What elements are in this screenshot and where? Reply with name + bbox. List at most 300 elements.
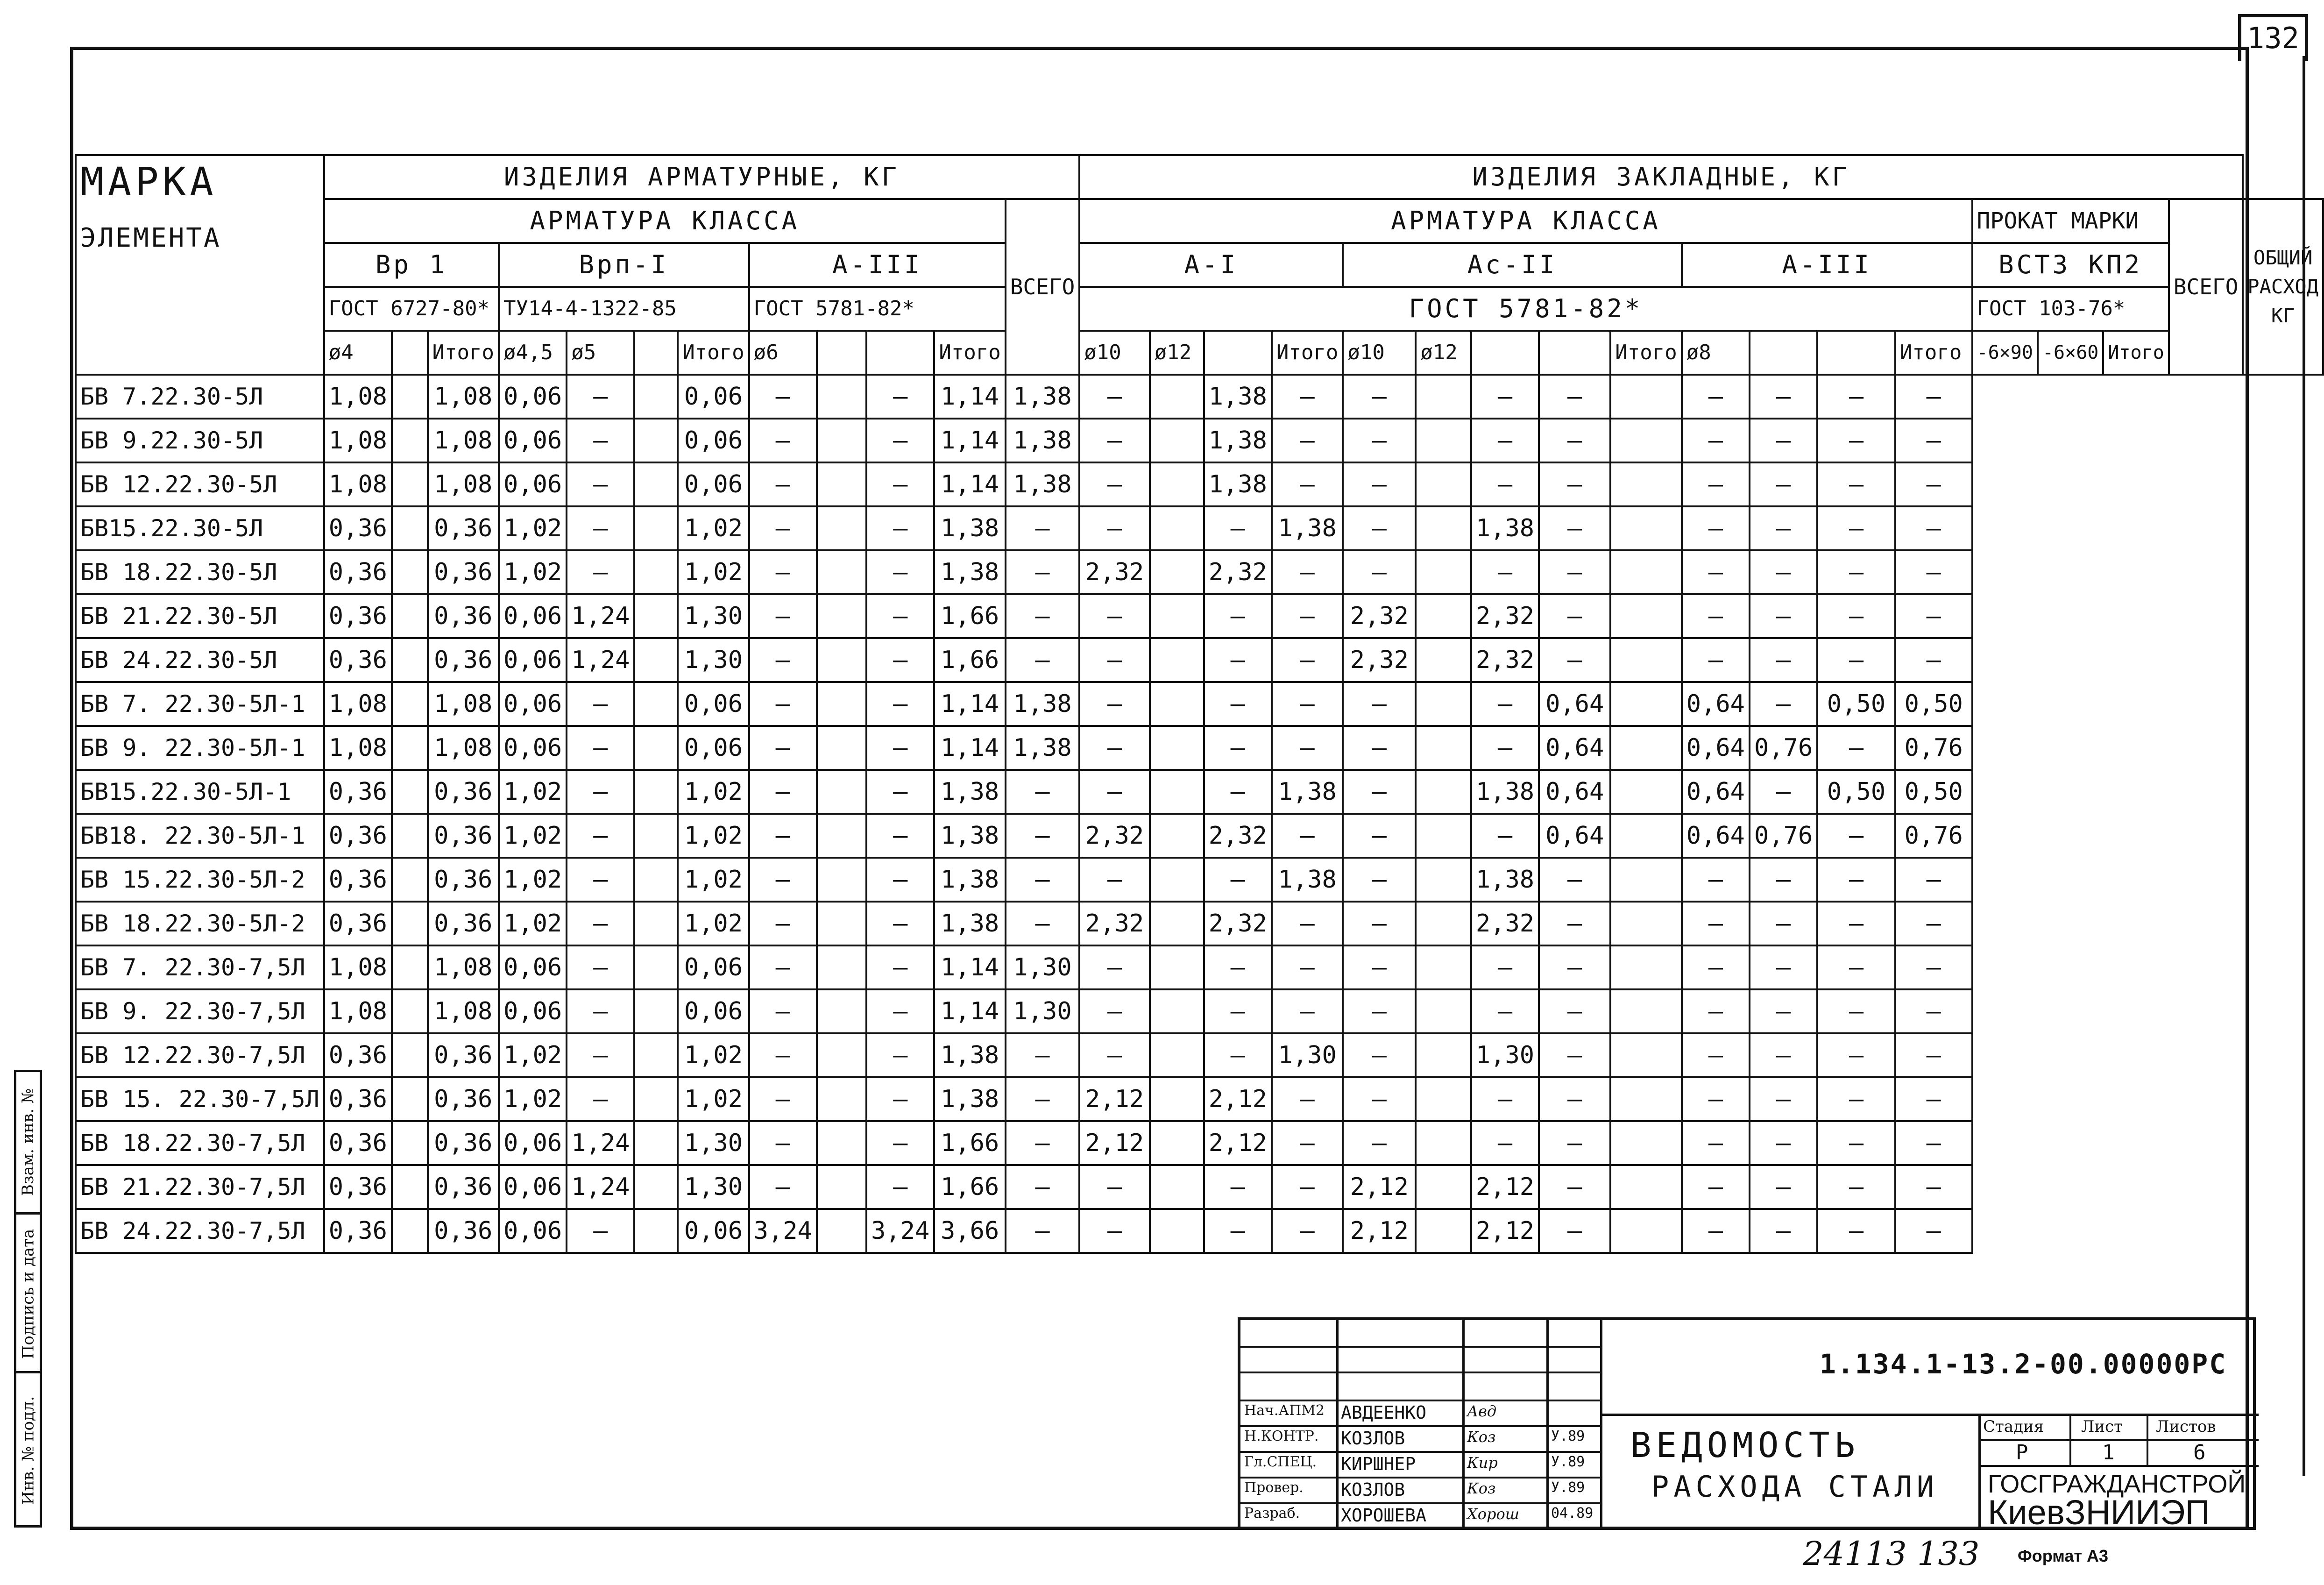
col-d12b: ø12 bbox=[1416, 331, 1471, 375]
cell-value: – bbox=[1079, 638, 1149, 682]
row-mark: БВ 21.22.30-5Л bbox=[76, 594, 324, 638]
cell-value: 1,38 bbox=[934, 814, 1005, 858]
row-mark: БВ15.22.30-5Л bbox=[76, 506, 324, 550]
sheet-value: 1 bbox=[2102, 1441, 2115, 1464]
col-6x90: -6×90 bbox=[1972, 331, 2038, 375]
cell-value: 3,24 bbox=[866, 1209, 934, 1253]
signatory-role: Нач.АПМ2 bbox=[1244, 1402, 1325, 1419]
cell-value: – bbox=[1471, 682, 1539, 726]
cell-value: 1,14 bbox=[934, 419, 1005, 462]
row-mark: БВ 12.22.30-7,5Л bbox=[76, 1033, 324, 1077]
cell-value: 0,06 bbox=[499, 726, 567, 770]
cell-value: – bbox=[1343, 945, 1416, 989]
cell-value: – bbox=[1539, 638, 1610, 682]
table-row bbox=[76, 945, 2323, 989]
cell-value: 1,08 bbox=[324, 682, 392, 726]
stage-label: Стадия bbox=[1983, 1417, 2044, 1436]
cell-value: – bbox=[1343, 989, 1416, 1033]
table-row bbox=[76, 1121, 2323, 1165]
cell-value: 0,36 bbox=[324, 1033, 392, 1077]
cell-value bbox=[392, 506, 428, 550]
signatory-name: КОЗЛОВ bbox=[1341, 1479, 1405, 1500]
cell-spacer bbox=[1610, 726, 1681, 770]
cell-value: 0,76 bbox=[1895, 726, 1972, 770]
cell-value: 1,08 bbox=[324, 726, 392, 770]
class-a3: А-III bbox=[749, 243, 1006, 287]
cell-value: – bbox=[1471, 419, 1539, 462]
cell-value: – bbox=[1539, 902, 1610, 945]
cell-value: 0,06 bbox=[499, 1165, 567, 1209]
cell-value: – bbox=[1682, 1165, 1750, 1209]
cell-value: – bbox=[1343, 462, 1416, 506]
cell-value: 0,06 bbox=[678, 1209, 749, 1253]
cell-value: – bbox=[1750, 1165, 1817, 1209]
cell-value: 0,50 bbox=[1817, 770, 1895, 814]
cell-spacer bbox=[817, 1033, 866, 1077]
cell-spacer bbox=[1150, 638, 1204, 682]
rolled-brand-header: ПРОКАТ МАРКИ bbox=[1972, 199, 2169, 243]
row-mark: БВ 18.22.30-7,5Л bbox=[76, 1121, 324, 1165]
cell-value: – bbox=[1006, 1033, 1079, 1077]
cell-spacer bbox=[634, 989, 678, 1033]
cell-spacer bbox=[634, 419, 678, 462]
header-row-5 bbox=[76, 331, 2323, 375]
cell-value: 1,02 bbox=[678, 902, 749, 945]
reinf-class-header: АРМАТУРА КЛАССА bbox=[324, 199, 1006, 243]
cell-value: 0,06 bbox=[678, 726, 749, 770]
signatory-name: АВДЕЕНКО bbox=[1341, 1402, 1427, 1423]
col-d6: ø6 bbox=[749, 331, 817, 375]
cell-value: – bbox=[1895, 989, 1972, 1033]
cell-value: 2,32 bbox=[1343, 638, 1416, 682]
cell-value: – bbox=[1750, 989, 1817, 1033]
cell-spacer bbox=[634, 462, 678, 506]
cell-spacer bbox=[1150, 858, 1204, 902]
signatory-name: ХОРОШЕВА bbox=[1341, 1505, 1427, 1526]
cell-value: 1,02 bbox=[678, 1077, 749, 1121]
cell-value: 1,08 bbox=[428, 989, 499, 1033]
class-a3-embed: А-III bbox=[1682, 243, 1972, 287]
col-d8: ø8 bbox=[1682, 331, 1750, 375]
cell-spacer bbox=[1610, 550, 1681, 594]
cell-value: – bbox=[1750, 1077, 1817, 1121]
cell-value: 1,02 bbox=[678, 814, 749, 858]
cell-value: 0,64 bbox=[1682, 814, 1750, 858]
document-title-line2: РАСХОДА СТАЛИ bbox=[1651, 1470, 1939, 1504]
cell-spacer bbox=[1416, 638, 1471, 682]
cell-value: – bbox=[1006, 902, 1079, 945]
cell-value: – bbox=[1079, 506, 1149, 550]
cell-spacer bbox=[1610, 1121, 1681, 1165]
cell-value: 1,38 bbox=[1006, 462, 1079, 506]
cell-spacer bbox=[817, 770, 866, 814]
cell-value: 1,30 bbox=[1006, 945, 1079, 989]
cell-value: – bbox=[1817, 375, 1895, 419]
cell-spacer bbox=[817, 462, 866, 506]
cell-value: 0,06 bbox=[678, 419, 749, 462]
cell-value: 0,36 bbox=[428, 506, 499, 550]
cell-value: 1,24 bbox=[567, 638, 634, 682]
cell-value: 1,38 bbox=[1006, 375, 1079, 419]
cell-value: 1,08 bbox=[428, 375, 499, 419]
sheets-value: 6 bbox=[2193, 1441, 2206, 1464]
reinforcement-group-header: ИЗДЕЛИЯ АРМАТУРНЫЕ, КГ bbox=[324, 155, 1080, 199]
col-itogo-3: Итого bbox=[934, 331, 1005, 375]
cell-spacer bbox=[1150, 506, 1204, 550]
cell-value: – bbox=[1895, 1033, 1972, 1077]
cell-value: 2,12 bbox=[1079, 1121, 1149, 1165]
cell-value: – bbox=[749, 462, 817, 506]
cell-value: – bbox=[749, 945, 817, 989]
cell-spacer bbox=[1610, 1033, 1681, 1077]
cell-value: – bbox=[1682, 1121, 1750, 1165]
cell-value: – bbox=[1343, 814, 1416, 858]
cell-spacer bbox=[817, 814, 866, 858]
reinf-total-header: ВСЕГО bbox=[1006, 199, 1079, 375]
cell-value: – bbox=[1272, 638, 1343, 682]
cell-spacer bbox=[634, 770, 678, 814]
row-mark: БВ 24.22.30-7,5Л bbox=[76, 1209, 324, 1253]
cell-value: – bbox=[866, 858, 934, 902]
col-d4: ø4 bbox=[324, 331, 392, 375]
cell-value: 1,38 bbox=[1272, 858, 1343, 902]
cell-value: 1,24 bbox=[567, 594, 634, 638]
cell-value: – bbox=[1343, 858, 1416, 902]
cell-value: – bbox=[866, 1121, 934, 1165]
cell-spacer bbox=[1150, 375, 1204, 419]
cell-value: 1,02 bbox=[499, 1033, 567, 1077]
cell-value: – bbox=[1817, 1121, 1895, 1165]
cell-value bbox=[392, 682, 428, 726]
cell-value: – bbox=[749, 375, 817, 419]
cell-value: 1,38 bbox=[934, 902, 1005, 945]
cell-spacer bbox=[1610, 594, 1681, 638]
org-name-1: ГОСГРАЖДАНСТРОЙ bbox=[1988, 1470, 2246, 1498]
cell-spacer bbox=[1416, 1033, 1471, 1077]
cell-value: – bbox=[1272, 419, 1343, 462]
cell-value: – bbox=[567, 814, 634, 858]
cell-value: – bbox=[1006, 1165, 1079, 1209]
cell-spacer bbox=[1416, 770, 1471, 814]
cell-value: 0,36 bbox=[324, 902, 392, 945]
cell-value: – bbox=[866, 594, 934, 638]
cell-value: 1,02 bbox=[499, 770, 567, 814]
cell-value: – bbox=[567, 462, 634, 506]
cell-spacer bbox=[1416, 1077, 1471, 1121]
cell-value: 0,64 bbox=[1682, 682, 1750, 726]
cell-value: – bbox=[567, 902, 634, 945]
cell-spacer bbox=[1416, 726, 1471, 770]
cell-value: – bbox=[1895, 858, 1972, 902]
cell-value: 0,76 bbox=[1895, 814, 1972, 858]
cell-value: 1,08 bbox=[428, 462, 499, 506]
cell-value: 1,08 bbox=[428, 726, 499, 770]
row-mark: БВ 12.22.30-5Л bbox=[76, 462, 324, 506]
cell-value: 1,66 bbox=[934, 1121, 1005, 1165]
cell-spacer bbox=[1610, 375, 1681, 419]
cell-value: – bbox=[749, 1121, 817, 1165]
cell-spacer bbox=[817, 506, 866, 550]
cell-value: – bbox=[1682, 594, 1750, 638]
cell-value: – bbox=[1006, 594, 1079, 638]
cell-value: 1,38 bbox=[1272, 506, 1343, 550]
header-row-2 bbox=[76, 199, 2323, 243]
cell-value bbox=[392, 1209, 428, 1253]
cell-value: 2,32 bbox=[1343, 594, 1416, 638]
cell-value: 0,36 bbox=[324, 814, 392, 858]
cell-value: 0,36 bbox=[428, 1077, 499, 1121]
cell-spacer bbox=[1150, 989, 1204, 1033]
cell-value: – bbox=[1471, 375, 1539, 419]
cell-value: – bbox=[1471, 550, 1539, 594]
cell-value: – bbox=[1204, 506, 1272, 550]
document-title-line1: ВЕДОМОСТЬ bbox=[1630, 1425, 1860, 1465]
cell-value: – bbox=[1539, 945, 1610, 989]
table-body bbox=[76, 375, 2323, 1253]
cell-value: 0,64 bbox=[1682, 770, 1750, 814]
cell-spacer bbox=[634, 726, 678, 770]
cell-value: – bbox=[1539, 1165, 1610, 1209]
cell-value: – bbox=[1471, 726, 1539, 770]
table-row bbox=[76, 902, 2323, 945]
cell-spacer bbox=[1416, 419, 1471, 462]
cell-value: 1,38 bbox=[934, 770, 1005, 814]
cell-spacer bbox=[1416, 594, 1471, 638]
row-mark: БВ 7. 22.30-7,5Л bbox=[76, 945, 324, 989]
cell-value: – bbox=[1272, 945, 1343, 989]
cell-value: 1,38 bbox=[934, 1033, 1005, 1077]
cell-spacer bbox=[1150, 814, 1204, 858]
cell-spacer bbox=[1150, 550, 1204, 594]
cell-value: 1,14 bbox=[934, 945, 1005, 989]
row-mark: БВ 18.22.30-5Л bbox=[76, 550, 324, 594]
cell-value bbox=[392, 419, 428, 462]
cell-value: – bbox=[866, 506, 934, 550]
cell-value: 3,24 bbox=[749, 1209, 817, 1253]
cell-value: – bbox=[866, 726, 934, 770]
cell-value: – bbox=[1750, 1209, 1817, 1253]
cell-value: 0,06 bbox=[499, 682, 567, 726]
cell-value: – bbox=[1272, 550, 1343, 594]
cell-value: – bbox=[866, 682, 934, 726]
cell-value: 2,12 bbox=[1343, 1165, 1416, 1209]
cell-value: 0,06 bbox=[499, 1209, 567, 1253]
cell-value: – bbox=[1204, 1033, 1272, 1077]
cell-value bbox=[392, 1077, 428, 1121]
mark-header: МАРКА ЭЛЕМЕНТА bbox=[76, 155, 324, 375]
header-row-4 bbox=[76, 287, 2323, 331]
cell-spacer bbox=[1150, 1165, 1204, 1209]
cell-value: – bbox=[1006, 1209, 1079, 1253]
table-row bbox=[76, 550, 2323, 594]
cell-value: – bbox=[567, 419, 634, 462]
cell-value: – bbox=[749, 726, 817, 770]
cell-spacer bbox=[1150, 682, 1204, 726]
cell-spacer bbox=[1416, 550, 1471, 594]
cell-value: 0,06 bbox=[499, 462, 567, 506]
cell-spacer bbox=[1610, 945, 1681, 989]
row-mark: БВ 7. 22.30-5Л-1 bbox=[76, 682, 324, 726]
cell-value: – bbox=[1272, 375, 1343, 419]
cell-value: – bbox=[1817, 1077, 1895, 1121]
class-ac2: Ас-II bbox=[1343, 243, 1681, 287]
cell-value: – bbox=[1006, 1077, 1079, 1121]
cell-spacer bbox=[1610, 1209, 1681, 1253]
cell-spacer bbox=[817, 682, 866, 726]
cell-value: – bbox=[749, 1165, 817, 1209]
cell-value: – bbox=[1272, 594, 1343, 638]
cell-value: 1,14 bbox=[934, 989, 1005, 1033]
cell-spacer bbox=[1416, 858, 1471, 902]
cell-value: – bbox=[1204, 638, 1272, 682]
cell-value: – bbox=[1343, 902, 1416, 945]
cell-value: 0,36 bbox=[324, 1121, 392, 1165]
cell-value: – bbox=[1895, 1209, 1972, 1253]
cell-spacer bbox=[817, 989, 866, 1033]
cell-value: 1,38 bbox=[1471, 770, 1539, 814]
cell-spacer bbox=[1150, 462, 1204, 506]
cell-spacer bbox=[1610, 989, 1681, 1033]
cell-value: 0,06 bbox=[678, 682, 749, 726]
cell-value: 0,36 bbox=[324, 638, 392, 682]
cell-spacer bbox=[1416, 1121, 1471, 1165]
cell-value: – bbox=[866, 550, 934, 594]
cell-value: – bbox=[1817, 638, 1895, 682]
cell-value: 1,30 bbox=[678, 1165, 749, 1209]
row-mark: БВ 21.22.30-7,5Л bbox=[76, 1165, 324, 1209]
cell-value: 1,38 bbox=[1471, 858, 1539, 902]
cell-spacer bbox=[1150, 902, 1204, 945]
cell-spacer bbox=[1150, 1209, 1204, 1253]
cell-value: – bbox=[1079, 945, 1149, 989]
cell-value: 0,36 bbox=[324, 594, 392, 638]
cell-value: – bbox=[1079, 419, 1149, 462]
gost-5781-a: ГОСТ 5781-82* bbox=[749, 287, 1006, 331]
col-itogo-2: Итого bbox=[678, 331, 749, 375]
cell-value: 1,02 bbox=[499, 858, 567, 902]
cell-value: 0,76 bbox=[1750, 814, 1817, 858]
cell-spacer bbox=[1150, 1121, 1204, 1165]
cell-value: 1,30 bbox=[1471, 1033, 1539, 1077]
cell-spacer bbox=[634, 550, 678, 594]
cell-value: – bbox=[749, 814, 817, 858]
cell-value: – bbox=[1817, 1033, 1895, 1077]
cell-value: – bbox=[1272, 1077, 1343, 1121]
header-row-3 bbox=[76, 243, 2323, 287]
cell-spacer bbox=[817, 594, 866, 638]
row-mark: БВ 24.22.30-5Л bbox=[76, 638, 324, 682]
cell-spacer bbox=[634, 638, 678, 682]
signatory-sig: Кир bbox=[1467, 1454, 1498, 1471]
cell-value: – bbox=[1343, 506, 1416, 550]
cell-value: – bbox=[567, 1077, 634, 1121]
cell-value: – bbox=[866, 1033, 934, 1077]
cell-value: 0,64 bbox=[1539, 814, 1610, 858]
cell-value: – bbox=[1343, 770, 1416, 814]
cell-spacer bbox=[634, 1121, 678, 1165]
cell-spacer bbox=[634, 594, 678, 638]
cell-value: – bbox=[1204, 682, 1272, 726]
cell-value: 1,38 bbox=[1204, 462, 1272, 506]
cell-value: 0,06 bbox=[499, 945, 567, 989]
cell-value: – bbox=[1817, 419, 1895, 462]
cell-value: – bbox=[866, 1077, 934, 1121]
cell-value: – bbox=[1006, 1121, 1079, 1165]
cell-value: – bbox=[749, 682, 817, 726]
table-row bbox=[76, 989, 2323, 1033]
cell-value: – bbox=[749, 902, 817, 945]
cell-value: 1,24 bbox=[567, 1165, 634, 1209]
cell-spacer bbox=[817, 902, 866, 945]
cell-value: 1,02 bbox=[678, 858, 749, 902]
cell-value: – bbox=[1682, 945, 1750, 989]
signatory-role: Провер. bbox=[1244, 1479, 1304, 1496]
cell-spacer bbox=[634, 858, 678, 902]
cell-value: – bbox=[567, 550, 634, 594]
cell-value: – bbox=[1895, 594, 1972, 638]
signatory-role: Гл.СПЕЦ. bbox=[1244, 1454, 1317, 1470]
org-name-2: КиевЗНИИЭП bbox=[1988, 1493, 2210, 1532]
cell-value: – bbox=[1750, 682, 1817, 726]
cell-value: 1,08 bbox=[324, 462, 392, 506]
cell-value: – bbox=[1682, 1077, 1750, 1121]
cell-value: 2,12 bbox=[1204, 1121, 1272, 1165]
cell-value: 2,12 bbox=[1471, 1209, 1539, 1253]
table-row bbox=[76, 638, 2323, 682]
cell-value: – bbox=[1539, 375, 1610, 419]
cell-value: 1,38 bbox=[1006, 419, 1079, 462]
cell-value: – bbox=[1539, 858, 1610, 902]
cell-value: – bbox=[1539, 989, 1610, 1033]
cell-spacer bbox=[1416, 1165, 1471, 1209]
cell-value: 2,32 bbox=[1079, 550, 1149, 594]
cell-value: 0,36 bbox=[428, 1033, 499, 1077]
signatory-name: КИРШНЕР bbox=[1341, 1454, 1416, 1474]
table-row bbox=[76, 858, 2323, 902]
cell-value: 1,02 bbox=[499, 550, 567, 594]
class-bp1: Вр 1 bbox=[324, 243, 499, 287]
cell-value: 2,32 bbox=[1471, 594, 1539, 638]
cell-spacer bbox=[1416, 902, 1471, 945]
col-d12: ø12 bbox=[1150, 331, 1204, 375]
cell-value: – bbox=[1343, 1033, 1416, 1077]
cell-value: – bbox=[1895, 506, 1972, 550]
steel-consumption-table bbox=[75, 154, 2324, 1254]
cell-value: – bbox=[1079, 1165, 1149, 1209]
cell-value: – bbox=[1079, 682, 1149, 726]
cell-value: – bbox=[1895, 419, 1972, 462]
cell-value: 2,32 bbox=[1471, 902, 1539, 945]
cell-value: – bbox=[1817, 1165, 1895, 1209]
cell-value: – bbox=[1471, 945, 1539, 989]
cell-value: – bbox=[1895, 638, 1972, 682]
cell-value: 1,38 bbox=[1006, 682, 1079, 726]
cell-spacer bbox=[634, 1077, 678, 1121]
table-row bbox=[76, 1033, 2323, 1077]
cell-value: 1,08 bbox=[324, 375, 392, 419]
cell-spacer bbox=[817, 375, 866, 419]
cell-value bbox=[392, 989, 428, 1033]
cell-value: – bbox=[1817, 1209, 1895, 1253]
class-a1: А-I bbox=[1079, 243, 1343, 287]
cell-value: – bbox=[1895, 902, 1972, 945]
cell-value: – bbox=[1750, 375, 1817, 419]
cell-value: – bbox=[1272, 1121, 1343, 1165]
cell-spacer bbox=[1150, 770, 1204, 814]
class-brp1: Врп-I bbox=[499, 243, 749, 287]
signatory-role: Н.КОНТР. bbox=[1244, 1428, 1319, 1444]
embed-class-header: АРМАТУРА КЛАССА bbox=[1079, 199, 1972, 243]
